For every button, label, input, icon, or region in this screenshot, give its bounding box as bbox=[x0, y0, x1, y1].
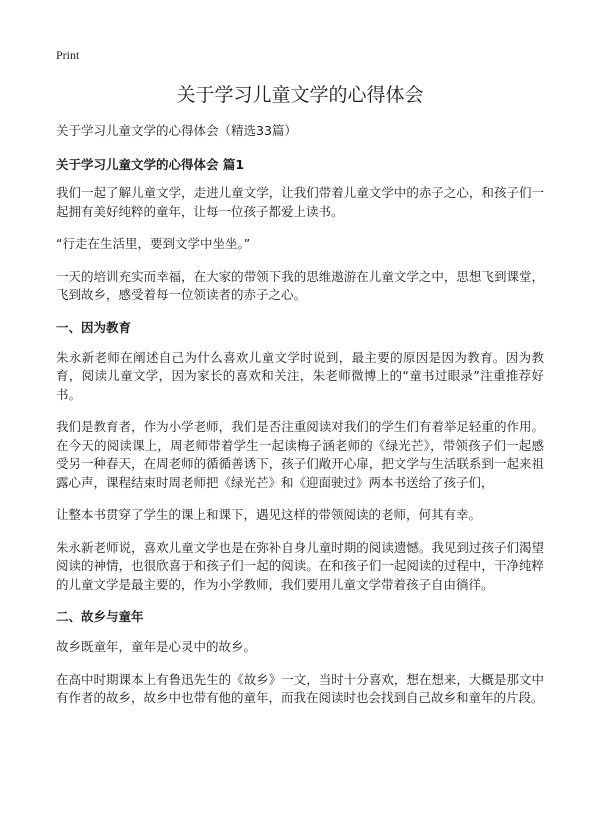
paragraph: 让整本书贯穿了学生的课上和课下，遇见这样的带领阅读的老师，何其有幸。 bbox=[56, 507, 482, 522]
article-heading: 关于学习儿童文学的心得体会 篇1 bbox=[56, 157, 245, 172]
section-heading: 二、故乡与童年 bbox=[56, 609, 144, 624]
paragraph: 一天的培训充实而幸福，在大家的带领下我的思维遨游在儿童文学之中，思想飞到课堂，飞到故乡，感受着每一位领读者的赤子之心。 bbox=[56, 268, 544, 302]
paragraph: 在高中时期课本上有鲁迅先生的《故乡》一文，当时十分喜欢，想在想来，大概是那文中有作者的故乡，故乡中也带有他的童年，而我在阅读时也会找到自己故乡和童年的片段。 bbox=[56, 671, 544, 705]
page-title: 关于学习儿童文学的心得体会 bbox=[176, 84, 424, 106]
paragraph: “行走在生活里，要到文学中坐坐。” bbox=[56, 236, 251, 251]
paragraph: 我们是教育者，作为小学老师，我们是否注重阅读对我们的学生们有着举足轻重的作用。在今天的阅读课上，周老师带着学生一起读梅子涵老师的《绿光芒》，带领孩子们一起感受另一种春天，在周老师的循循善诱下，孩子们敞开心扉，把文学与生活联系到一起来祖露心声，课程结束时周老师把《绿光芒》和《迎面驶过》两本书送给了孩子们， bbox=[56, 419, 544, 490]
paragraph: 我们一起了解儿童文学，走进儿童文学，让我们带着儿童文学中的赤子之心，和孩子们一起拥有美好纯粹的童年，让每一位孩子都爱上读书。 bbox=[56, 185, 544, 219]
paragraph: 朱永新老师在阐述自己为什么喜欢儿童文学时说到，最主要的原因是因为教育。因为教育，阅读儿童文学，因为家长的喜欢和关注，朱老师微博上的“童书过眼录”注重推荐好书。 bbox=[56, 349, 544, 402]
paragraph: 故乡既童年，童年是心灵中的故乡。 bbox=[56, 639, 257, 654]
section-heading: 一、因为教育 bbox=[56, 319, 132, 335]
print-link[interactable]: Print bbox=[56, 48, 80, 62]
document-subtitle: 关于学习儿童文学的心得体会（精选33篇） bbox=[56, 123, 297, 138]
paragraph: 朱永新老师说，喜欢儿童文学也是在弥补自身儿童时期的阅读遗憾。我见到过孩子们渴望阅读的神情，也很欣喜于和孩子们一起的阅读。在和孩子们一起阅读的过程中，干净纯粹的儿童文学是最主要的，作为小学教师，我们要用儿童文学带着孩子自由徜徉。 bbox=[56, 539, 544, 592]
